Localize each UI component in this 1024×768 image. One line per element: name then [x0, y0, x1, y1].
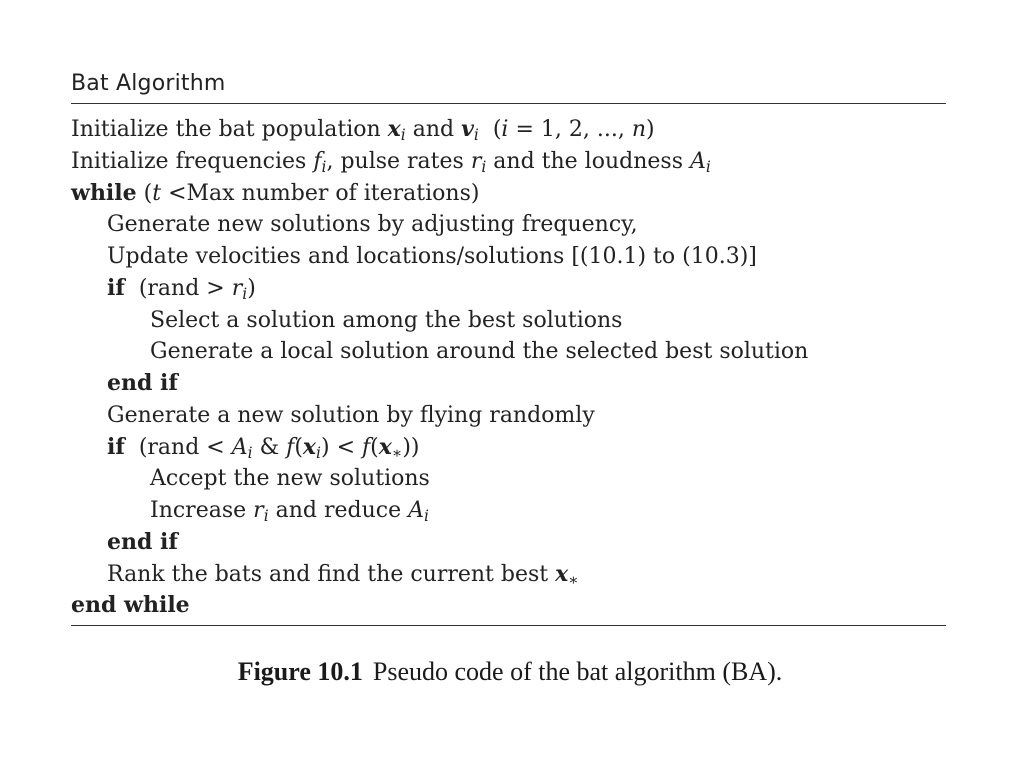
code-text: and [412, 117, 455, 142]
caption-label: Figure 10.1 [237, 657, 363, 686]
code-text: , pulse rates [326, 148, 464, 174]
math-subscript: i [473, 125, 479, 144]
code-text: )) [402, 434, 420, 460]
code-line-init-frequencies [71, 146, 946, 178]
code-text: Initialize the bat population [71, 117, 381, 142]
math-subscript: i [242, 284, 248, 303]
code-text: and reduce [275, 498, 402, 523]
math-var: r [470, 148, 482, 174]
code-text: Increase [150, 498, 247, 523]
caption-text: Pseudo code of the bat algorithm (BA). [372, 657, 783, 686]
code-text: ) [320, 434, 330, 460]
code-text: Accept the new solutions [150, 466, 430, 492]
math-var: f [286, 434, 295, 460]
code-text: <Max number of iterations) [168, 180, 480, 206]
math-subscript: i [400, 125, 406, 144]
code-line-if-rand-r [71, 273, 946, 305]
code-line-increase [71, 495, 946, 527]
math-var: n [631, 117, 647, 142]
code-line-while [71, 178, 946, 210]
code-line-end-if-1 [71, 368, 946, 400]
math-var: t [152, 180, 162, 206]
code-line-end-if-2 [71, 527, 946, 559]
code-line-end-while [71, 590, 946, 622]
code-text: ( [492, 117, 502, 142]
code-line-select [71, 305, 946, 337]
math-var: f [313, 148, 322, 174]
math-subscript: ∗ [391, 443, 403, 462]
math-subscript: i [321, 157, 327, 176]
code-text: & [259, 434, 280, 460]
keyword-if: if [107, 274, 125, 301]
code-line-init-population [71, 114, 946, 146]
math-subscript: ∗ [568, 570, 579, 589]
figure-caption [0, 656, 1020, 688]
math-var: v [461, 116, 474, 142]
code-text: ) [646, 117, 655, 142]
math-var: x [378, 433, 392, 460]
code-text: Update velocities and locations/solutions [(10.1) to (10.3)] [107, 244, 757, 269]
code-text: Generate a new solution by flying randomly [107, 402, 595, 428]
keyword-end-while: end while [71, 592, 190, 619]
math-var: r [231, 275, 243, 301]
code-text: < [336, 434, 355, 460]
code-line-generate-new [71, 209, 946, 241]
code-text: ( [370, 434, 379, 460]
code-text: Initialize frequencies [71, 148, 307, 174]
bottom-rule [71, 625, 946, 626]
code-text: and the loudness [493, 148, 683, 174]
math-var: x [555, 560, 569, 587]
code-text: (rand > [138, 275, 225, 301]
top-rule [71, 103, 946, 104]
code-line-generate-local [71, 336, 946, 368]
keyword-end-if: end if [107, 370, 178, 396]
math-subscript: i [247, 443, 253, 462]
code-text: Generate a local solution around the selected best solution [150, 339, 809, 365]
math-subscript: i [424, 506, 429, 525]
code-line-generate-random [71, 400, 946, 432]
math-var: i [501, 117, 509, 142]
keyword-if: if [107, 433, 125, 460]
code-text: (rand < [138, 434, 225, 460]
math-var: r [253, 498, 264, 523]
code-line-if-rand-a [71, 432, 946, 464]
math-subscript: i [481, 157, 487, 176]
code-text: = 1, 2, ..., [515, 117, 625, 142]
code-line-accept [71, 463, 946, 495]
code-text: ( [143, 180, 153, 206]
code-text: Rank the bats and find the current best [107, 561, 549, 587]
pseudocode-block [71, 114, 946, 622]
keyword-end-if: end if [107, 528, 178, 555]
math-var: A [689, 148, 706, 174]
algorithm-title: Bat Algorithm [71, 71, 226, 96]
math-var: f [362, 434, 371, 460]
code-text: ( [294, 434, 303, 460]
math-subscript: i [316, 443, 321, 462]
keyword-while: while [71, 179, 137, 206]
code-line-update [71, 241, 946, 273]
code-text: Generate new solutions by adjusting frequency, [107, 212, 638, 238]
code-text: ) [247, 275, 256, 301]
math-var: A [231, 434, 248, 460]
math-subscript: i [705, 157, 711, 176]
code-text: Select a solution among the best solutions [150, 307, 623, 333]
math-var: A [408, 498, 425, 523]
math-var: x [387, 116, 401, 142]
math-var: x [302, 433, 317, 460]
math-subscript: i [263, 506, 269, 525]
code-line-rank [71, 559, 946, 591]
